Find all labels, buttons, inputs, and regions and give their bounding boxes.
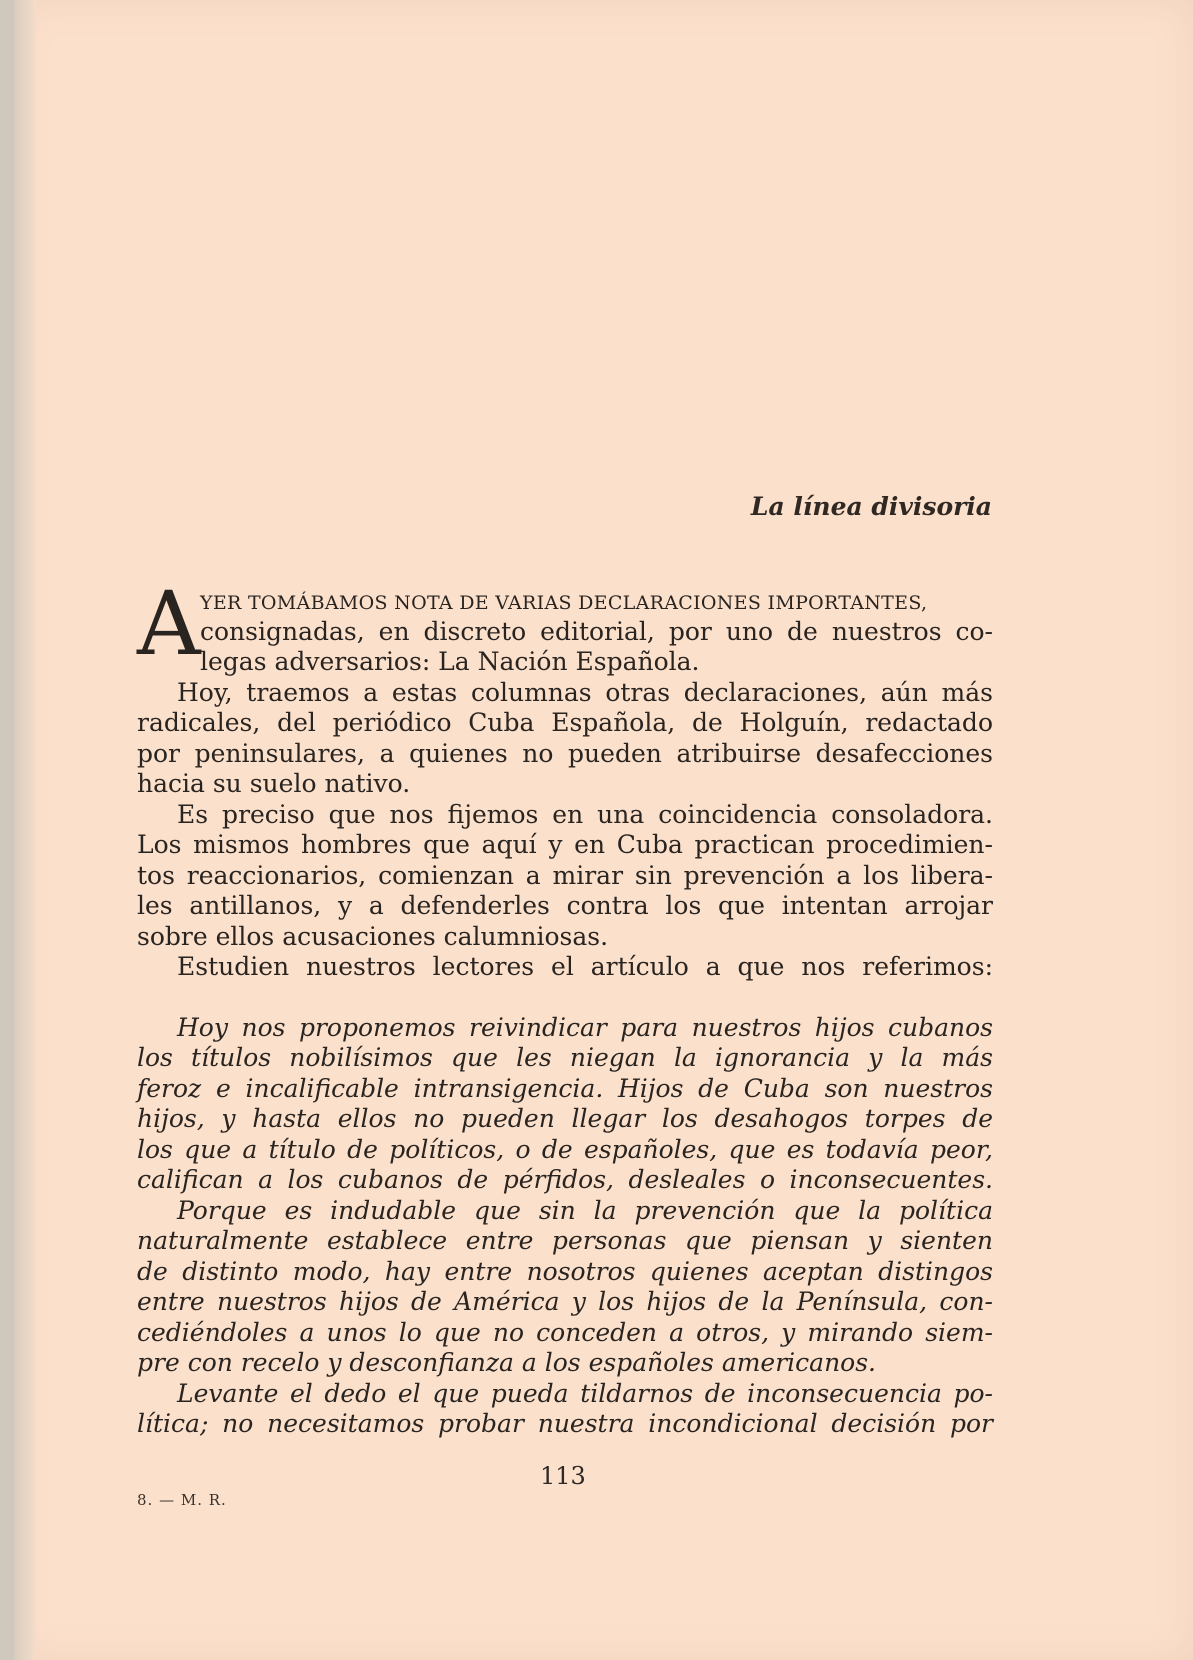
text-line: de distinto modo, hay entre nosotros quienes aceptan distingos xyxy=(137,1256,993,1286)
scan-edge xyxy=(14,0,36,1660)
opening-smallcaps: YER TOMÁBAMOS NOTA DE VARIAS DECLARACIONES IMPORTANTES, xyxy=(200,592,928,614)
text-line: por peninsulares, a quienes no pueden atribuirse desafecciones xyxy=(137,738,993,768)
text-line: naturalmente establece entre personas que piensan y sienten xyxy=(137,1226,993,1255)
body-text xyxy=(137,572,993,1440)
text-line: entre nuestros hijos de América y los hijos de la Península, con- xyxy=(137,1287,993,1316)
text-line: feroz e incalificable intransigencia. Hijos de Cuba son nuestros xyxy=(137,1073,993,1103)
text-line: los que a título de políticos, o de españoles, que es todavía peor, xyxy=(137,1134,993,1164)
text-line: Estudien nuestros lectores el artículo a que nos referimos: xyxy=(177,952,993,981)
signature-mark: 8. — M. R. xyxy=(137,1491,227,1509)
text-line: legas adversarios: La Nación Española. xyxy=(200,647,700,676)
text-line: radicales, del periódico Cuba Española, de Holguín, redactado xyxy=(137,708,993,737)
page-number: 113 xyxy=(540,1462,586,1490)
text-line: hijos, y hasta ellos no pueden llegar los desahogos torpes de xyxy=(137,1104,993,1133)
quoted-article xyxy=(137,1013,993,1440)
text-line: Levante el dedo el que pueda tildarnos de inconsecuencia po- xyxy=(177,1378,993,1408)
text-line: pre con recelo y desconfianza a los españoles americanos. xyxy=(137,1348,877,1377)
text-line: sobre ellos acusaciones calumniosas. xyxy=(137,921,609,951)
text-line: Porque es indudable que sin la prevención que la política xyxy=(177,1195,993,1225)
text-line: les antillanos, y a defenderles contra los que intentan arrojar xyxy=(137,891,993,920)
text-line: consignadas, en discreto editorial, por uno de nuestros co- xyxy=(200,616,993,646)
text-line: hacia su suelo nativo. xyxy=(137,769,411,798)
text-line: Hoy nos proponemos reivindicar para nuestros hijos cubanos xyxy=(177,1012,993,1042)
text-line: califican a los cubanos de pérfidos, desleales o inconsecuentes. xyxy=(137,1165,993,1194)
text-line: tos reaccionarios, comienzan a mirar sin prevención a los libera- xyxy=(137,860,993,890)
text-line: Los mismos hombres que aquí y en Cuba practican procedimien- xyxy=(137,830,993,859)
text-line: los títulos nobilísimos que les niegan la ignorancia y la más xyxy=(137,1043,993,1072)
text-line: Es preciso que nos fijemos en una coincidencia consoladora. xyxy=(177,799,993,829)
drop-cap: A xyxy=(137,572,201,675)
text-line: Hoy, traemos a estas columnas otras declaraciones, aún más xyxy=(177,677,993,707)
text-line: cediéndoles a unos lo que no conceden a otros, y mirando siem- xyxy=(137,1317,993,1347)
chapter-title: La línea divisoria xyxy=(750,492,992,521)
section-gap xyxy=(137,983,993,1013)
text-line: lítica; no necesitamos probar nuestra incondicional decisión por xyxy=(137,1409,993,1438)
paragraph-lines xyxy=(137,617,993,983)
